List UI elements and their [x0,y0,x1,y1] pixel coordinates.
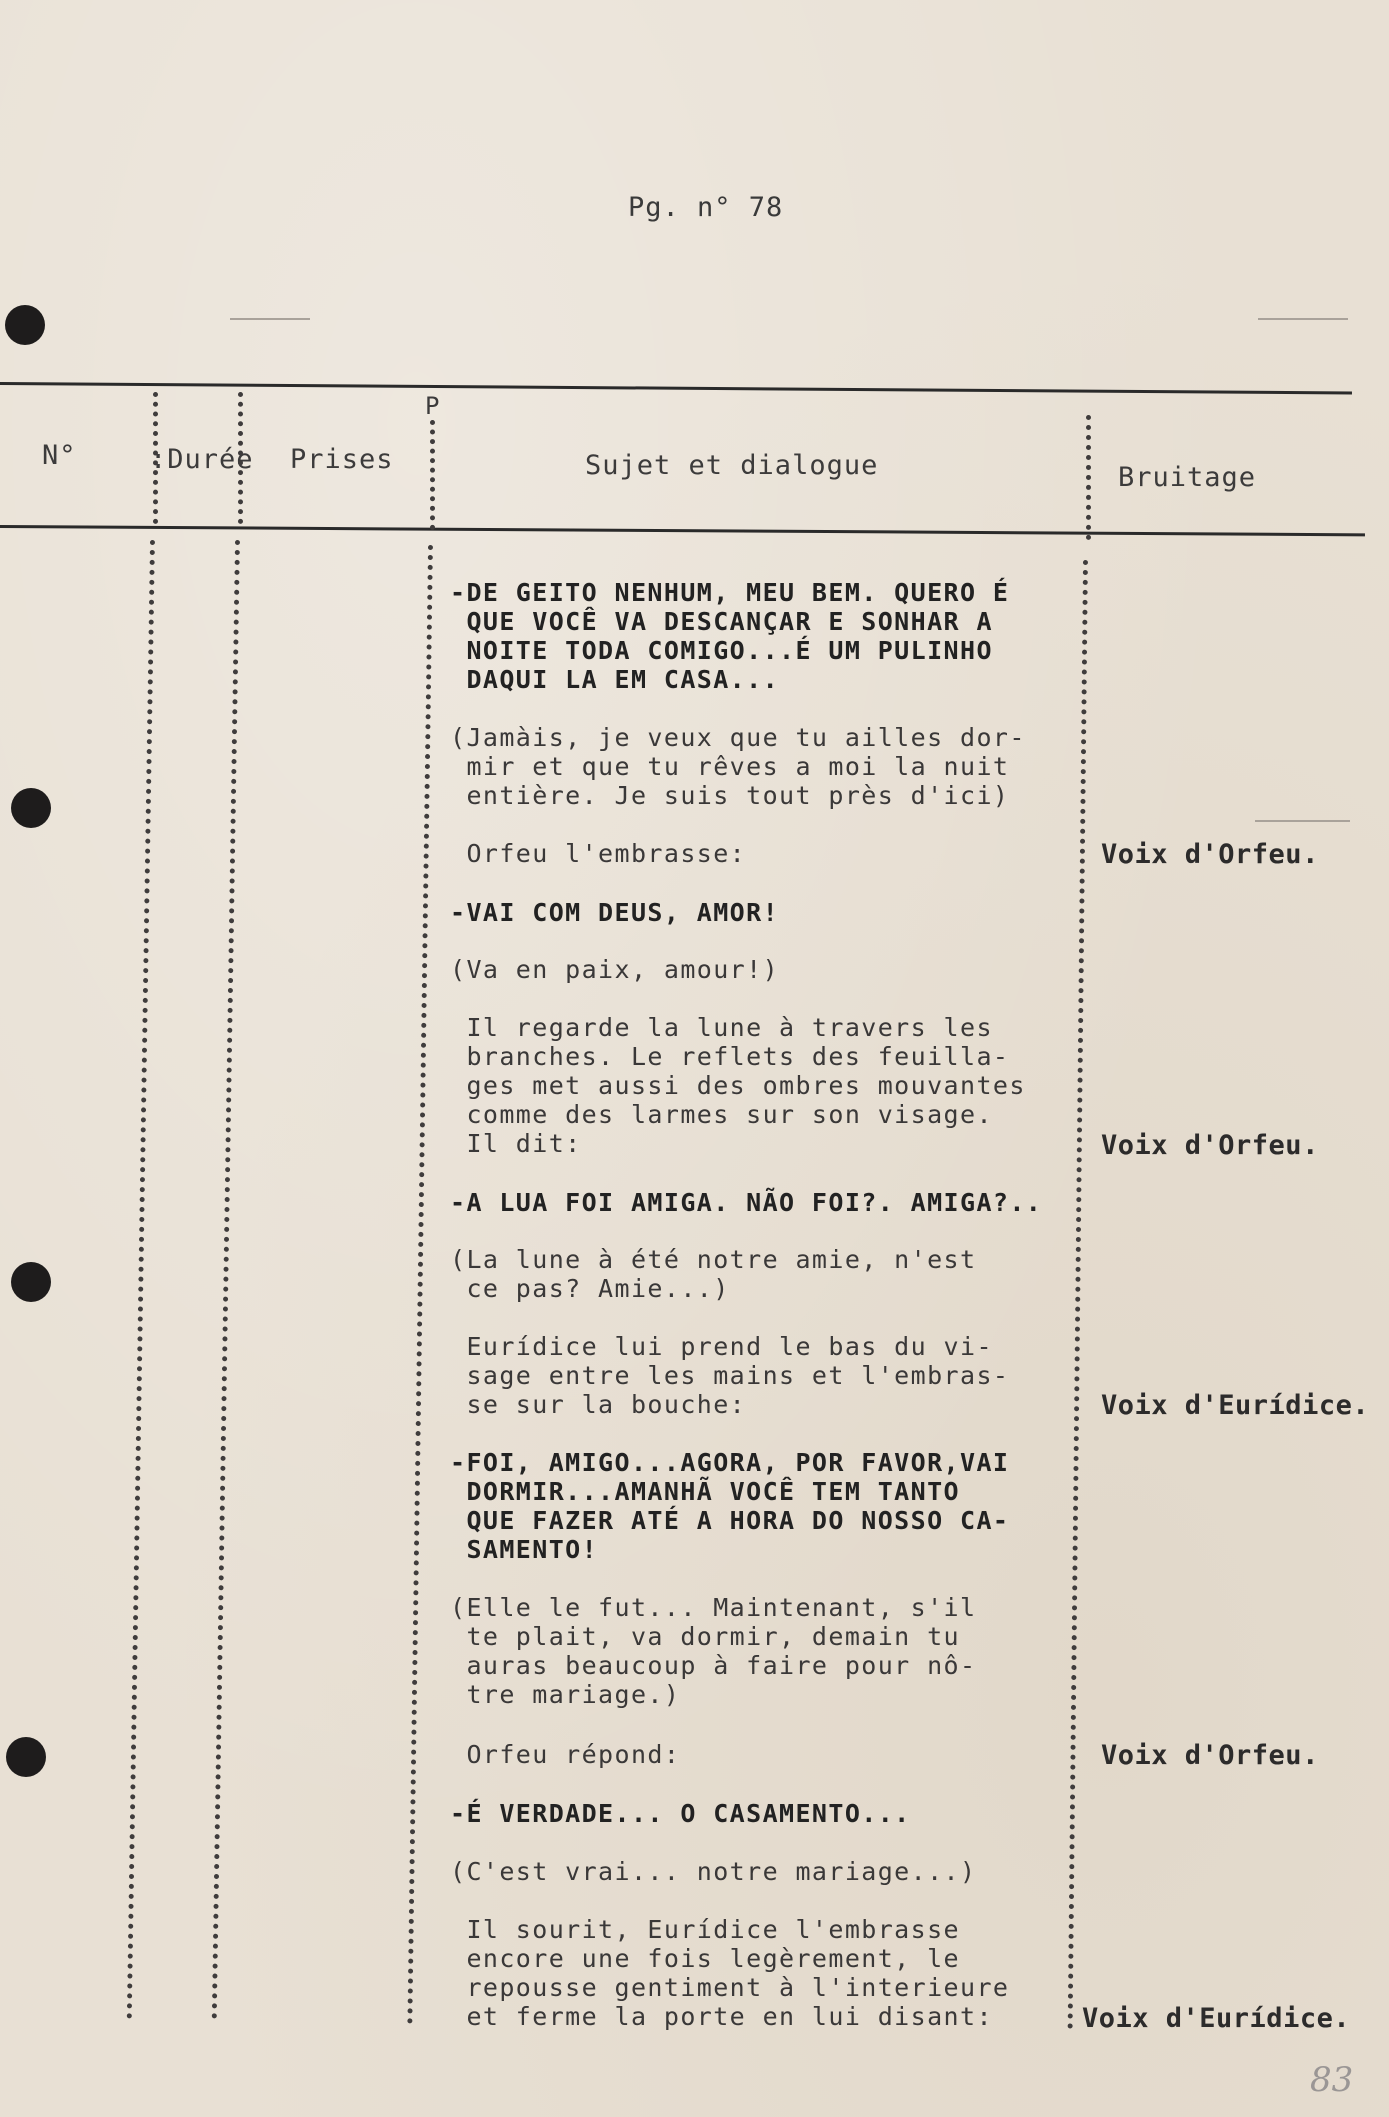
translation-block: (Jamàis, je veux que tu ailles dor- mir et que tu rêves a moi la nuit entière. Je suis tout près d'ici) [450,723,1026,810]
stage-direction: Il regarde la lune à travers les branches. Le reflets des feuilla- ges met aussi des ombres mouvantes comme des larmes sur son visage. Il dit: [466,1013,1026,1158]
column-separator [238,392,243,524]
column-header-sujet: Sujet et dialogue [585,450,879,481]
header-top-rule [0,382,1352,394]
column-header-duree: :Durée [150,444,254,475]
column-separator [153,392,158,524]
stray-mark [230,318,310,320]
column-separator [127,540,155,2020]
punch-hole [11,1262,51,1302]
column-separator [430,420,435,530]
translation-block: (Va en paix, amour!) [450,955,780,984]
stray-mark [1258,318,1348,320]
dialogue-block: -VAI COM DEUS, AMOR! [450,898,780,927]
stage-direction: Il sourit, Eurídice l'embrasse encore une fois legèrement, le repousse gentiment à l'interieure et ferme la porte en lui disant: [466,1915,1010,2031]
bruitage-cue: Voix d'Orfeu. [1101,1130,1319,1161]
stage-direction: Orfeu répond: [450,1740,681,1769]
column-header-no: N° [42,440,77,471]
stage-direction: Eurídice lui prend le bas du vi- sage entre les mains et l'embras- se sur la bouche: [466,1332,1010,1419]
header-bottom-rule [0,525,1365,536]
column-separator [1086,415,1091,540]
punch-hole [11,788,51,828]
punch-hole [6,1737,46,1777]
translation-block: (Elle le fut... Maintenant, s'il te plait, va dormir, demain tu auras beaucoup à faire pour nô- tre mariage.) [450,1593,977,1709]
page-number: Pg. n° 78 [628,192,784,223]
handwritten-page-number: 83 [1310,2060,1354,2100]
bruitage-cue: Voix d'Orfeu. [1101,839,1319,870]
stage-direction: Orfeu l'embrasse: [450,839,747,868]
column-header-p: P [425,392,441,420]
bruitage-cue: Voix d'Eurídice. [1101,1390,1370,1421]
column-separator [407,545,433,2025]
stray-mark [1255,820,1350,822]
dialogue-block: -É VERDADE... O CASAMENTO... [450,1799,911,1828]
column-header-prises: Prises [290,444,394,475]
dialogue-block: -A LUA FOI AMIGA. NÃO FOI?. AMIGA?.. [450,1188,1043,1217]
dialogue-block: -FOI, AMIGO...AGORA, POR FAVOR,VAI DORMIR...AMANHÃ VOCÊ TEM TANTO QUE FAZER ATÉ A HORA DO NOSSO CA- SAMENTO! [450,1448,1010,1564]
translation-block: (La lune à été notre amie, n'est ce pas? Amie...) [450,1245,977,1303]
translation-block: (C'est vrai... notre mariage...) [450,1857,977,1886]
bruitage-cue: Voix d'Orfeu. [1101,1740,1319,1771]
punch-hole [5,305,45,345]
column-header-bruitage: Bruitage [1118,462,1257,493]
dialogue-block: -DE GEITO NENHUM, MEU BEM. QUERO É QUE VOCÊ VA DESCANÇAR E SONHAR A NOITE TODA COMIGO...É UM PULINHO DAQUI LA EM CASA... [450,578,1010,694]
column-separator [212,540,240,2020]
bruitage-cue: Voix d'Eurídice. [1082,2003,1351,2034]
